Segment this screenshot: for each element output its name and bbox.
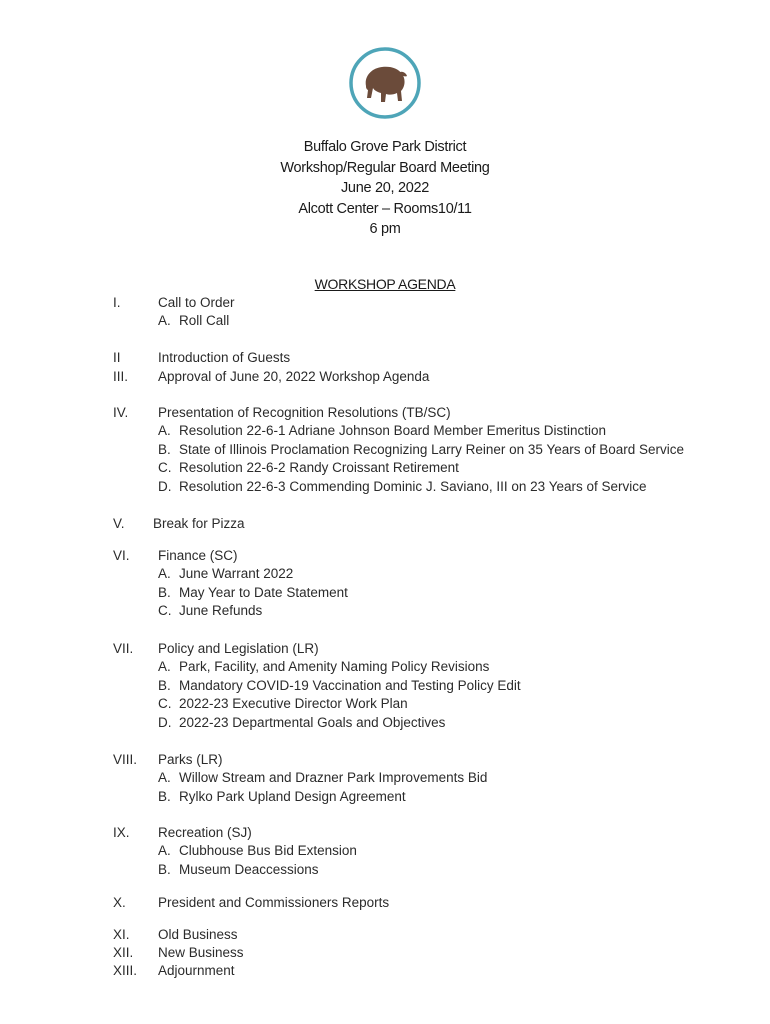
meeting-location: Alcott Center – Rooms10/11 (298, 200, 472, 217)
agenda-item-number: II (113, 350, 121, 365)
agenda-subitem-letter: B. (158, 677, 171, 693)
agenda-item-title: Finance (SC) (158, 548, 238, 563)
agenda-subitem-text: 2022-23 Executive Director Work Plan (179, 696, 408, 712)
agenda-item-title: Approval of June 20, 2022 Workshop Agenda (158, 369, 430, 384)
agenda-subitem (0, 478, 770, 496)
agenda-subitem-letter: C. (158, 460, 172, 476)
agenda-subitem-text: Rylko Park Upland Design Agreement (179, 788, 406, 804)
agenda-subitem-text: June Refunds (179, 603, 263, 619)
agenda-subitem-letter: D. (158, 714, 172, 730)
agenda-item (0, 926, 770, 944)
agenda-item-title: Policy and Legislation (LR) (158, 641, 319, 656)
agenda-subitem-text: Resolution 22-6-1 Adriane Johnson Board Member Emeritus Distinction (179, 423, 606, 439)
agenda-item-number: VI. (113, 548, 130, 563)
agenda-item-number: V. (113, 516, 125, 531)
agenda-subitem-letter: C. (158, 696, 172, 712)
agenda-item-number: I. (113, 295, 121, 310)
org-name: Buffalo Grove Park District (303, 139, 467, 155)
agenda-item (0, 368, 770, 386)
agenda-subitem-text: May Year to Date Statement (179, 584, 348, 600)
meeting-date: June 20, 2022 (340, 180, 429, 196)
agenda-subitem-text: State of Illinois Proclamation Recognizing Larry Reiner on 35 Years of Board Service (179, 441, 685, 457)
agenda-subitem (0, 677, 770, 695)
agenda-item (0, 894, 770, 912)
agenda-item (0, 349, 770, 367)
agenda-subitem-letter: C. (158, 603, 172, 619)
agenda-item-title: Break for Pizza (153, 516, 245, 531)
agenda-subitem-letter: A. (158, 659, 171, 675)
agenda-subitem-text: Resolution 22-6-2 Randy Croissant Retirement (179, 460, 459, 476)
buffalo-logo (348, 46, 422, 120)
agenda-subitem-letter: A. (158, 770, 171, 786)
agenda-subitem-text: Resolution 22-6-3 Commending Dominic J. Saviano, III on 23 Years of Service (179, 478, 647, 494)
agenda-subitem (0, 441, 770, 459)
agenda-item-number: VII. (113, 641, 134, 656)
agenda-subitem (0, 842, 770, 860)
agenda-item-title: Parks (LR) (158, 752, 223, 767)
agenda-item-number: IV. (113, 405, 129, 420)
agenda-subitem-text: Mandatory COVID-19 Vaccination and Testing Policy Edit (179, 677, 521, 693)
agenda-subitem-text: June Warrant 2022 (179, 566, 294, 582)
agenda-item (0, 944, 770, 962)
agenda-subitem (0, 788, 770, 806)
agenda-item-title: Presentation of Recognition Resolutions (TB/SC) (158, 405, 451, 420)
agenda-subitem (0, 658, 770, 676)
agenda-subitem-letter: A. (158, 313, 171, 329)
agenda-item-title: Recreation (SJ) (158, 825, 252, 840)
agenda-subitem-letter: B. (158, 584, 171, 600)
agenda-item-number: XI. (113, 927, 130, 942)
agenda-item-title: President and Commissioners Reports (158, 895, 390, 910)
agenda-item (0, 547, 770, 565)
agenda-item-title: New Business (158, 945, 244, 960)
agenda-item (0, 640, 770, 658)
agenda-subitem (0, 695, 770, 713)
agenda-item-number: VIII. (113, 752, 138, 767)
meeting-time: 6 pm (369, 221, 401, 237)
agenda-subitem-letter: A. (158, 566, 171, 582)
agenda-subitem-text: Roll Call (179, 313, 230, 329)
agenda-subitem-text: 2022-23 Departmental Goals and Objectives (179, 714, 446, 730)
agenda-subitem-letter: A. (158, 423, 171, 439)
agenda-subitem (0, 565, 770, 583)
agenda-subitem-letter: B. (158, 861, 171, 877)
agenda-item-title: Adjournment (158, 963, 235, 978)
meeting-header (0, 137, 770, 240)
agenda-subitem (0, 312, 770, 330)
agenda-subitem (0, 861, 770, 879)
agenda-item-number: XII. (113, 945, 134, 960)
agenda-subitem (0, 422, 770, 440)
agenda-item-number: XIII. (113, 963, 138, 978)
agenda-subitem-letter: B. (158, 788, 171, 804)
meeting-type: Workshop/Regular Board Meeting (280, 159, 490, 176)
agenda-subitem (0, 769, 770, 787)
agenda-item (0, 751, 770, 769)
agenda-item (0, 515, 770, 533)
agenda-subitem-letter: A. (158, 843, 171, 859)
agenda-subitem-letter: D. (158, 478, 172, 494)
agenda-subitem-text: Clubhouse Bus Bid Extension (179, 843, 357, 859)
agenda-item-title: Introduction of Guests (158, 350, 291, 365)
agenda-item (0, 294, 770, 312)
agenda-subitem (0, 584, 770, 602)
agenda-item-title: Call to Order (158, 295, 235, 310)
agenda-item (0, 962, 770, 980)
agenda-subitem-text: Park, Facility, and Amenity Naming Policy Revisions (179, 659, 490, 675)
agenda-subitem (0, 714, 770, 732)
agenda-subitem (0, 602, 770, 620)
agenda-item-number: III. (113, 369, 129, 384)
agenda-item-number: IX. (113, 825, 130, 840)
agenda-item-number: X. (113, 895, 126, 910)
agenda-title: WORKSHOP AGENDA (314, 276, 456, 292)
agenda-subitem (0, 459, 770, 477)
agenda-subitem-text: Willow Stream and Drazner Park Improvements Bid (179, 770, 488, 786)
agenda-item (0, 404, 770, 422)
agenda-subitem-letter: B. (158, 441, 171, 457)
agenda-item-title: Old Business (158, 927, 238, 942)
agenda-subitem-text: Museum Deaccessions (179, 861, 319, 877)
agenda-item (0, 824, 770, 842)
